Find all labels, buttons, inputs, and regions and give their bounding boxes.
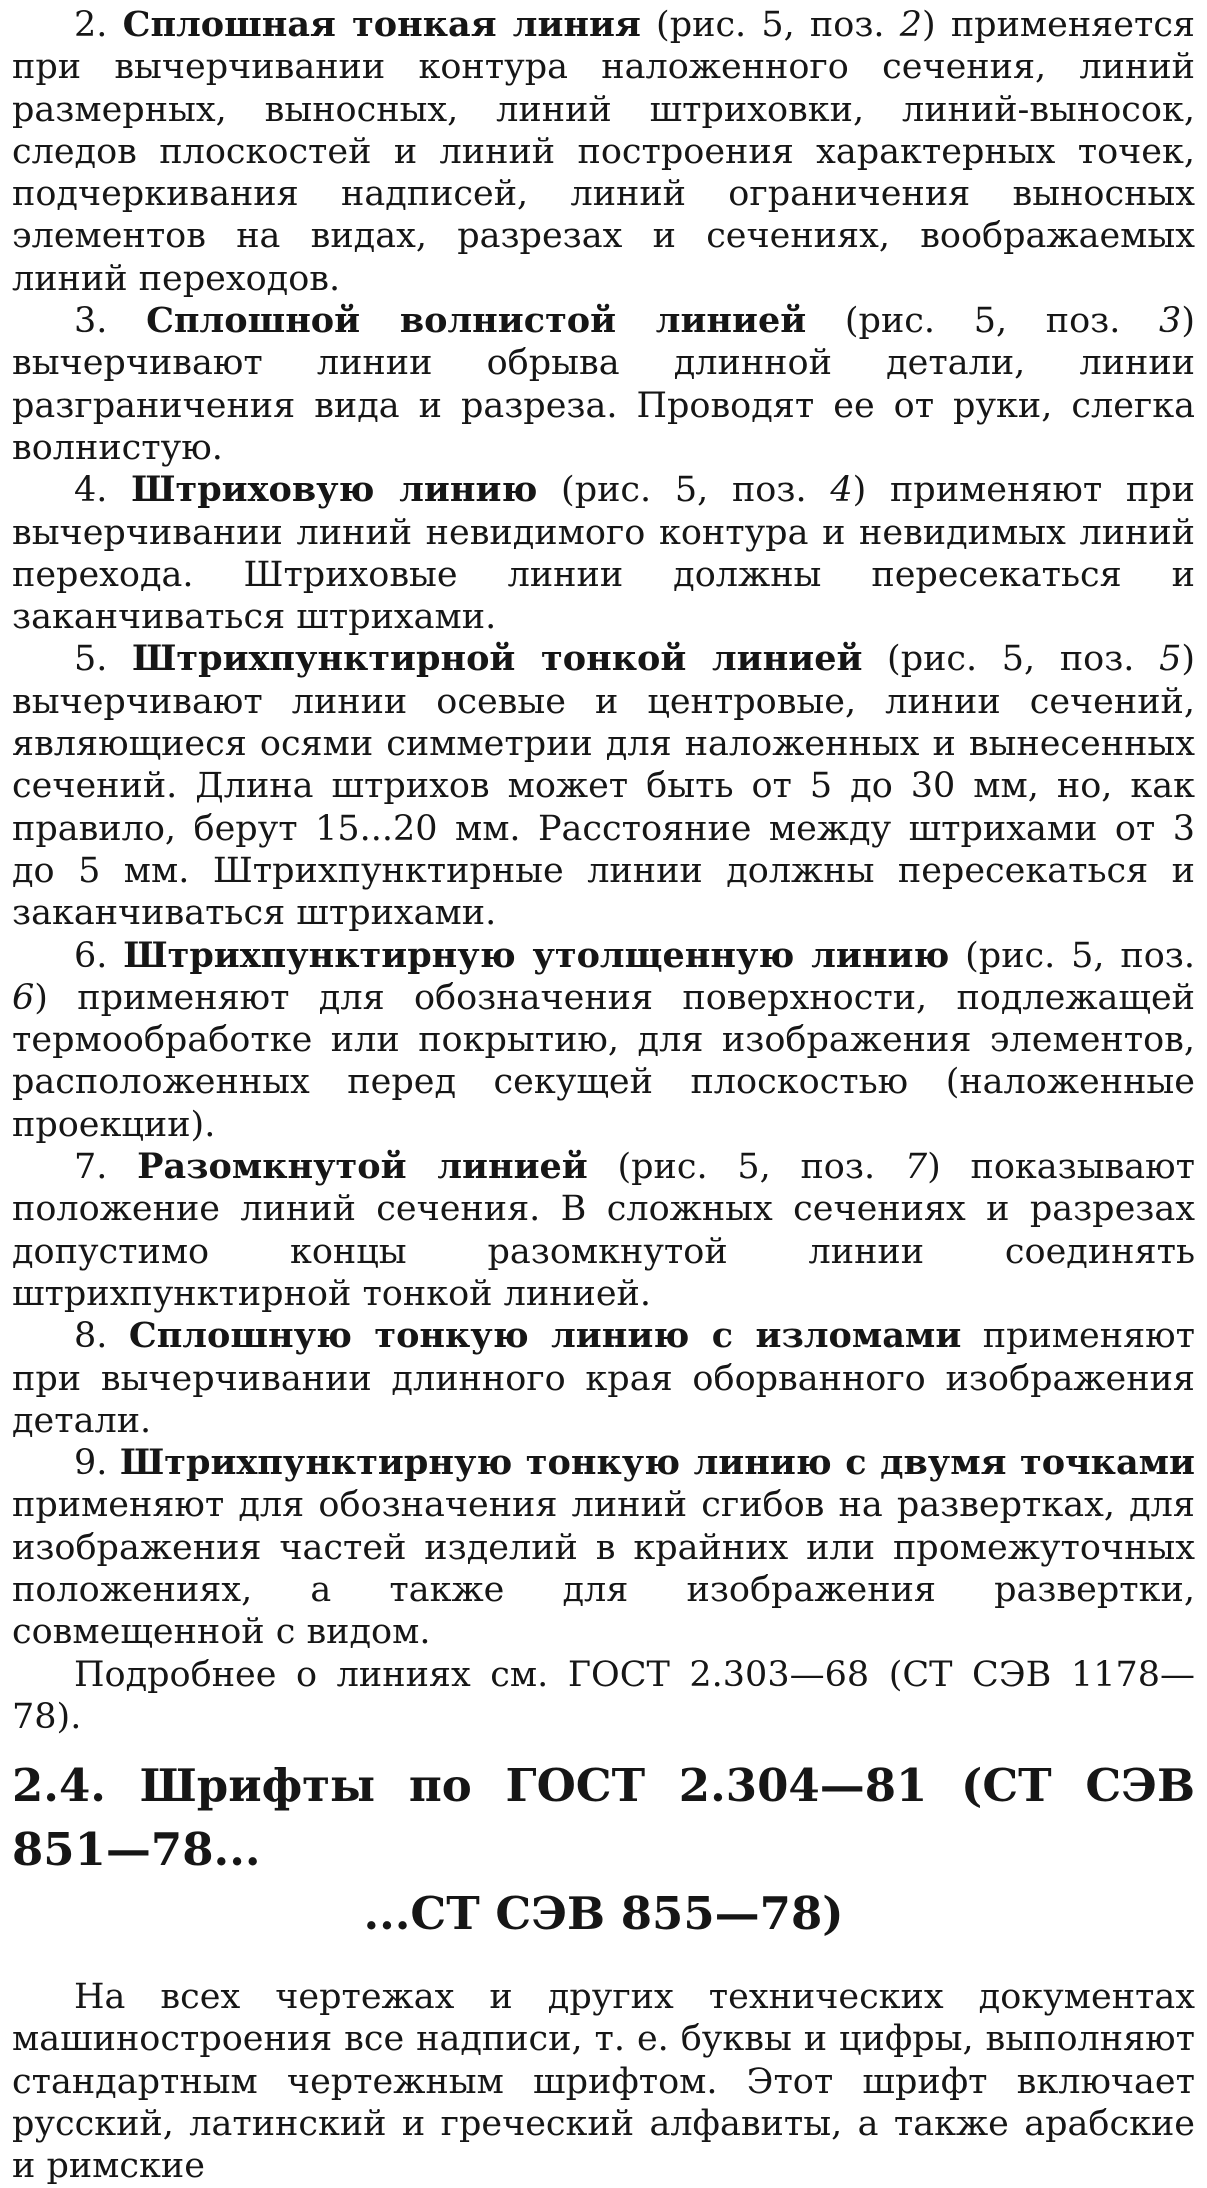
section-heading-line-1: 2.4. Шрифты по ГОСТ 2.304—81 (СТ СЭВ 851—78... xyxy=(12,1759,1195,1877)
line-type-term: Сплошная тонкая линия xyxy=(122,4,641,45)
item-number: 4. xyxy=(74,470,108,511)
section-heading xyxy=(12,1754,1195,1946)
list-item: 2. Сплошная тонкая линия (рис. 5, поз. 2) применяется при вычерчивании контура наложенного сечения, линий размерных, выносных, линий штриховки, линий-выносок, следов плоскостей и линий построения характерных точек, подчеркивания надписей, линий ограничения выносных элементов на видах, разрезах и сечениях, воображаемых линий переходов. xyxy=(12,4,1195,299)
section-heading-line-2: ...СТ СЭВ 855—78) xyxy=(363,1887,844,1941)
line-type-term: Сплошной волнистой линией xyxy=(146,300,807,342)
reference-paragraph: Подробнее о линиях см. ГОСТ 2.303—68 (СТ СЭВ 1178—78). xyxy=(12,1654,1195,1737)
item-number: 3. xyxy=(74,301,108,342)
line-type-term: Штрихпунктирную утолщенную линию xyxy=(123,934,950,976)
item-number: 6. xyxy=(74,935,108,976)
section-paragraph: На всех чертежах и других технических документах машиностроения все надписи, т. е. буквы и цифры, выполняют стандартным чертежным шрифтом. Этот шрифт включает русский, латинский и греческий алфавиты, а также арабские и римские xyxy=(12,1977,1195,2187)
fonts-section-text xyxy=(12,1976,1195,2187)
line-type-term: Штрихпунктирную тонкую линию с двумя точками xyxy=(119,1442,1195,1484)
item-number: 8. xyxy=(74,1316,108,1357)
list-item: 5. Штрихпунктирной тонкой линией (рис. 5, поз. 5) вычерчивают линии осевые и центровые, линии сечений, являющиеся осями симметрии для наложенных и вынесенных сечений. Длина штрихов может быть от 5 до 30 мм, но, как правило, берут 15...20 мм. Расстояние между штрихами от 3 до 5 мм. Штрихпунктирные линии должны пересекаться и заканчиваться штрихами. xyxy=(12,638,1195,934)
list-item: 3. Сплошной волнистой линией (рис. 5, поз. 3) вычерчивают линии обрыва длинной детали, линии разграничения вида и разреза. Проводят ее от руки, слегка волнистую. xyxy=(12,300,1195,468)
list-item: 6. Штрихпунктирную утолщенную линию (рис. 5, поз. 6) применяют для обозначения поверхности, подлежащей термообработке или покрытию, для изображения элементов, расположенных перед секущей плоскостью (наложенные проекции). xyxy=(12,934,1195,1145)
line-type-term: Разомкнутой линией xyxy=(137,1146,588,1188)
line-type-term: Штриховую линию xyxy=(131,469,538,511)
list-item: 8. Сплошную тонкую линию с изломами применяют при вычерчивании длинного края оборванного изображения детали. xyxy=(12,1315,1195,1441)
list-item: 4. Штриховую линию (рис. 5, поз. 4) применяют при вычерчивании линий невидимого контура и невидимых линий перехода. Штриховые линии должны пересекаться и заканчиваться штрихами. xyxy=(12,469,1195,638)
line-type-term: Штрихпунктирной тонкой линией xyxy=(132,638,863,680)
item-number: 2. xyxy=(74,5,108,45)
line-type-term: Сплошную тонкую линию с изломами xyxy=(128,1315,962,1357)
line-types-text xyxy=(12,4,1195,1738)
list-item: 7. Разомкнутой линией (рис. 5, поз. 7) показывают положение линий сечения. В сложных сечениях и разрезах допустимо концы разомкнутой линии соединять штрихпунктирной тонкой линией. xyxy=(12,1146,1195,1314)
item-number: 9. xyxy=(74,1443,108,1484)
item-number: 5. xyxy=(74,639,108,680)
list-item: 9. Штрихпунктирную тонкую линию с двумя точками применяют для обозначения линий сгибов на развертках, для изображения частей изделий в крайних или промежуточных положениях, а также для изображения развертки, совмещенной с видом. xyxy=(12,1442,1195,1653)
item-number: 7. xyxy=(74,1147,108,1188)
